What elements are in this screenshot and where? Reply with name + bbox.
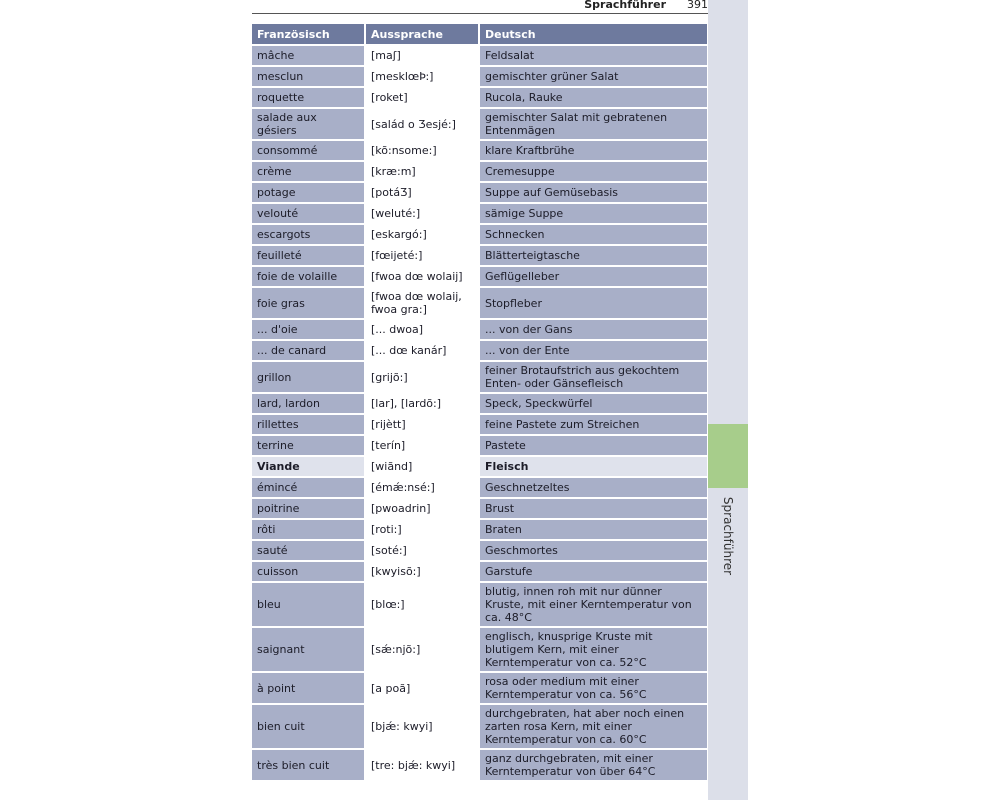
table-row [252,541,707,562]
cell-pronunciation: [weluté:] [366,204,480,225]
cell-german: durchgebraten, hat aber noch einen zarten rosa Kern, mit einer Kerntemperatur von ca. 60°C [480,705,707,750]
table-row [252,183,707,204]
cell-german: Braten [480,520,707,541]
table-row [252,267,707,288]
cell-pronunciation: [a poã] [366,673,480,705]
table-row [252,673,707,705]
table-row [252,520,707,541]
cell-german: Pastete [480,436,707,457]
cell-german: Blätterteigtasche [480,246,707,267]
cell-french: grillon [252,362,366,394]
table-row [252,499,707,520]
cell-french: lard, lardon [252,394,366,415]
cell-pronunciation: [bjǽ: kwyi] [366,705,480,750]
table-row [252,225,707,246]
cell-pronunciation: [émǽ:nsé:] [366,478,480,499]
table-row [252,478,707,499]
cell-pronunciation: [fœijeté:] [366,246,480,267]
section-row [252,457,707,478]
cell-pronunciation: [maʃ] [366,46,480,67]
cell-pronunciation: [blœ:] [366,583,480,628]
cell-french: Viande [252,457,366,478]
cell-french: ... d'oie [252,320,366,341]
header-rule [252,13,708,14]
sidebar-tab-marker[interactable] [708,424,748,488]
table-row [252,362,707,394]
table-row [252,415,707,436]
table-row [252,436,707,457]
sidebar-strip [708,0,748,800]
table-header-row [252,24,707,46]
table-row [252,750,707,782]
cell-pronunciation: [mesklœÞ:] [366,67,480,88]
column-header-pronunciation: Aussprache [366,24,480,46]
running-title: Sprachführer [584,0,666,11]
cell-french: terrine [252,436,366,457]
table-row [252,141,707,162]
table-row [252,246,707,267]
cell-pronunciation: [lar], [lardõ:] [366,394,480,415]
cell-pronunciation: [roti:] [366,520,480,541]
table-row [252,109,707,141]
cell-pronunciation: [... dœ kanár] [366,341,480,362]
cell-french: saignant [252,628,366,673]
page-header [252,0,708,12]
cell-german: Stopfleber [480,288,707,320]
cell-german: sämige Suppe [480,204,707,225]
cell-french: roquette [252,88,366,109]
cell-pronunciation: [potáƷ] [366,183,480,204]
cell-german: Garstufe [480,562,707,583]
cell-german: englisch, knusprige Kruste mit blutigem Kern, mit einer Kerntemperatur von ca. 52°C [480,628,707,673]
cell-french: émincé [252,478,366,499]
cell-french: bien cuit [252,705,366,750]
cell-pronunciation: [terín] [366,436,480,457]
table-row [252,705,707,750]
column-header-german: Deutsch [480,24,707,46]
cell-french: très bien cuit [252,750,366,782]
cell-german: ... von der Gans [480,320,707,341]
cell-german: klare Kraftbrühe [480,141,707,162]
table-row [252,67,707,88]
cell-german: rosa oder medium mit einer Kerntemperatur von ca. 56°C [480,673,707,705]
cell-french: consommé [252,141,366,162]
cell-german: feiner Brotaufstrich aus gekochtem Enten- oder Gänsefleisch [480,362,707,394]
table-row [252,341,707,362]
table-row [252,320,707,341]
table-row [252,204,707,225]
cell-french: foie gras [252,288,366,320]
cell-french: rôti [252,520,366,541]
cell-pronunciation: [salád o Ʒesjé:] [366,109,480,141]
cell-french: ... de canard [252,341,366,362]
cell-pronunciation: [pwoadrin] [366,499,480,520]
cell-german: Geschmortes [480,541,707,562]
cell-german: ... von der Ente [480,341,707,362]
table-row [252,288,707,320]
cell-german: Speck, Speckwürfel [480,394,707,415]
cell-german: Rucola, Rauke [480,88,707,109]
cell-french: rillettes [252,415,366,436]
cell-pronunciation: [fwoa dœ wolaij, fwoa gra:] [366,288,480,320]
cell-german: Schnecken [480,225,707,246]
table-row [252,562,707,583]
cell-french: à point [252,673,366,705]
cell-french: cuisson [252,562,366,583]
table-row [252,162,707,183]
cell-pronunciation: [kõ:nsome:] [366,141,480,162]
table-row [252,88,707,109]
cell-german: Fleisch [480,457,707,478]
cell-german: gemischter Salat mit gebratenen Entenmägen [480,109,707,141]
cell-french: salade aux gésiers [252,109,366,141]
cell-german: Feldsalat [480,46,707,67]
cell-german: Brust [480,499,707,520]
sidebar-label: Sprachführer [721,496,735,576]
cell-german: Geschnetzeltes [480,478,707,499]
table-row [252,583,707,628]
cell-french: escargots [252,225,366,246]
cell-german: ganz durchgebraten, mit einer Kerntemperatur von über 64°C [480,750,707,782]
cell-pronunciation: [sǽ:njõ:] [366,628,480,673]
cell-french: sauté [252,541,366,562]
cell-french: poitrine [252,499,366,520]
table-row [252,394,707,415]
cell-german: feine Pastete zum Streichen [480,415,707,436]
cell-pronunciation: [roket] [366,88,480,109]
cell-french: mâche [252,46,366,67]
table-row [252,628,707,673]
cell-french: bleu [252,583,366,628]
cell-pronunciation: [kwyisõ:] [366,562,480,583]
cell-german: gemischter grüner Salat [480,67,707,88]
column-header-french: Französisch [252,24,366,46]
cell-pronunciation: [rijètt] [366,415,480,436]
cell-french: potage [252,183,366,204]
table-body [252,46,707,782]
cell-french: crème [252,162,366,183]
cell-pronunciation: [... dwoa] [366,320,480,341]
table-row [252,46,707,67]
cell-pronunciation: [fwoa dœ wolaij] [366,267,480,288]
cell-pronunciation: [eskargó:] [366,225,480,246]
cell-german: Suppe auf Gemüsebasis [480,183,707,204]
cell-french: velouté [252,204,366,225]
cell-german: Cremesuppe [480,162,707,183]
cell-german: blutig, innen roh mit nur dünner Kruste, mit einer Kerntemperatur von ca. 48°C [480,583,707,628]
cell-french: mesclun [252,67,366,88]
cell-pronunciation: [soté:] [366,541,480,562]
cell-french: feuilleté [252,246,366,267]
cell-pronunciation: [grijõ:] [366,362,480,394]
cell-german: Geflügelleber [480,267,707,288]
cell-pronunciation: [wiãnd] [366,457,480,478]
page-number: 391 [687,0,708,11]
phrasebook-table [252,24,707,782]
cell-french: foie de volaille [252,267,366,288]
cell-pronunciation: [tre: bjǽ: kwyi] [366,750,480,782]
cell-pronunciation: [kræ:m] [366,162,480,183]
